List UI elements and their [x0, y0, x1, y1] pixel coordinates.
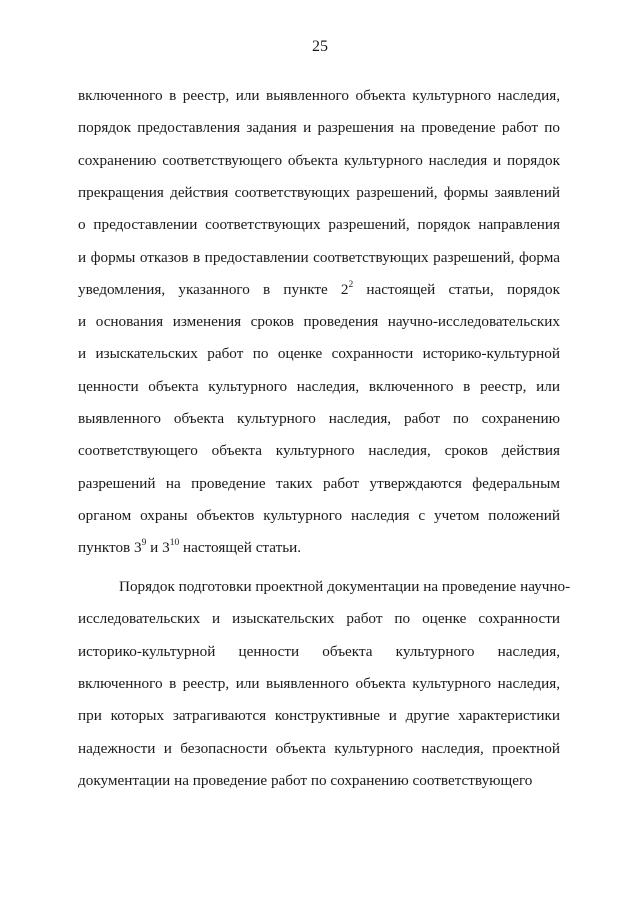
text-line: [78, 507, 560, 525]
text-line: [78, 184, 560, 202]
text-run: о предоставлении соответствующих разрешений, порядок направления: [78, 216, 560, 234]
text-run: порядок предоставления задания и разрешения на проведение работ по: [78, 119, 560, 137]
text-line: [78, 675, 560, 693]
text-run: настоящей статьи.: [179, 539, 302, 557]
text-line: [78, 216, 560, 234]
text-run: исследовательских и изыскательских работ по оценке сохранности: [78, 610, 560, 628]
text-run: выявленного объекта культурного наследия, работ по сохранению: [78, 410, 560, 427]
text-line: [78, 313, 560, 331]
text-line: [78, 249, 560, 267]
text-run: прекращения действия соответствующих разрешений, формы заявлений: [78, 183, 560, 201]
text-run: органом охраны объектов культурного наследия с учетом положений: [78, 506, 560, 524]
text-run: пунктов 3: [78, 539, 142, 557]
text-run: и формы отказов в предоставлении соответствующих разрешений, форма: [78, 248, 560, 266]
superscript: 10: [169, 538, 180, 549]
text-run: Порядок подготовки проектной документации на проведение научно-: [119, 578, 571, 595]
text-line: [78, 539, 560, 557]
text-run: разрешений на проведение таких работ утверждаются федеральным: [78, 474, 560, 492]
text-line: [78, 475, 560, 493]
text-run: при которых затрагиваются конструктивные и другие характеристики: [78, 707, 560, 725]
text-line: [78, 610, 560, 628]
text-run: включенного в реестр, или выявленного объекта культурного наследия,: [78, 674, 560, 692]
text-run: настоящей статьи, порядок: [353, 280, 560, 298]
text-run: документации на проведение работ по сохранению соответствующего: [78, 771, 533, 789]
text-line: [78, 378, 560, 396]
page-number: 25: [312, 38, 328, 55]
text-line: [78, 772, 560, 790]
text-line: [78, 740, 560, 758]
text-run: и 3: [146, 539, 170, 557]
text-run: и изыскательских работ по оценке сохранности историко-культурной: [78, 345, 560, 363]
superscript: 2: [348, 279, 354, 290]
text-run: соответствующего объекта культурного наследия, сроков действия: [78, 442, 560, 460]
text-run: сохранению соответствующего объекта культурного наследия и порядок: [78, 151, 560, 169]
text-line: [78, 410, 560, 428]
text-line: [78, 707, 560, 725]
text-line: [78, 442, 560, 460]
text-line: [78, 281, 560, 299]
text-run: уведомления, указанного в пункте 2: [78, 280, 349, 298]
text-line: [78, 119, 560, 137]
superscript: 9: [141, 538, 147, 549]
text-run: ценности объекта культурного наследия, включенного в реестр, или: [78, 377, 560, 395]
text-line: [78, 345, 560, 363]
text-line: [78, 152, 560, 170]
text-line: [78, 643, 560, 661]
text-run: надежности и безопасности объекта культурного наследия, проектной: [78, 739, 560, 757]
text-run: историко-культурной ценности объекта культурного наследия,: [78, 642, 560, 660]
text-line: [119, 578, 571, 596]
text-line: [78, 87, 560, 105]
text-run: включенного в реестр, или выявленного объекта культурного наследия,: [78, 87, 560, 104]
text-run: и основания изменения сроков проведения научно-исследовательских: [78, 313, 560, 331]
